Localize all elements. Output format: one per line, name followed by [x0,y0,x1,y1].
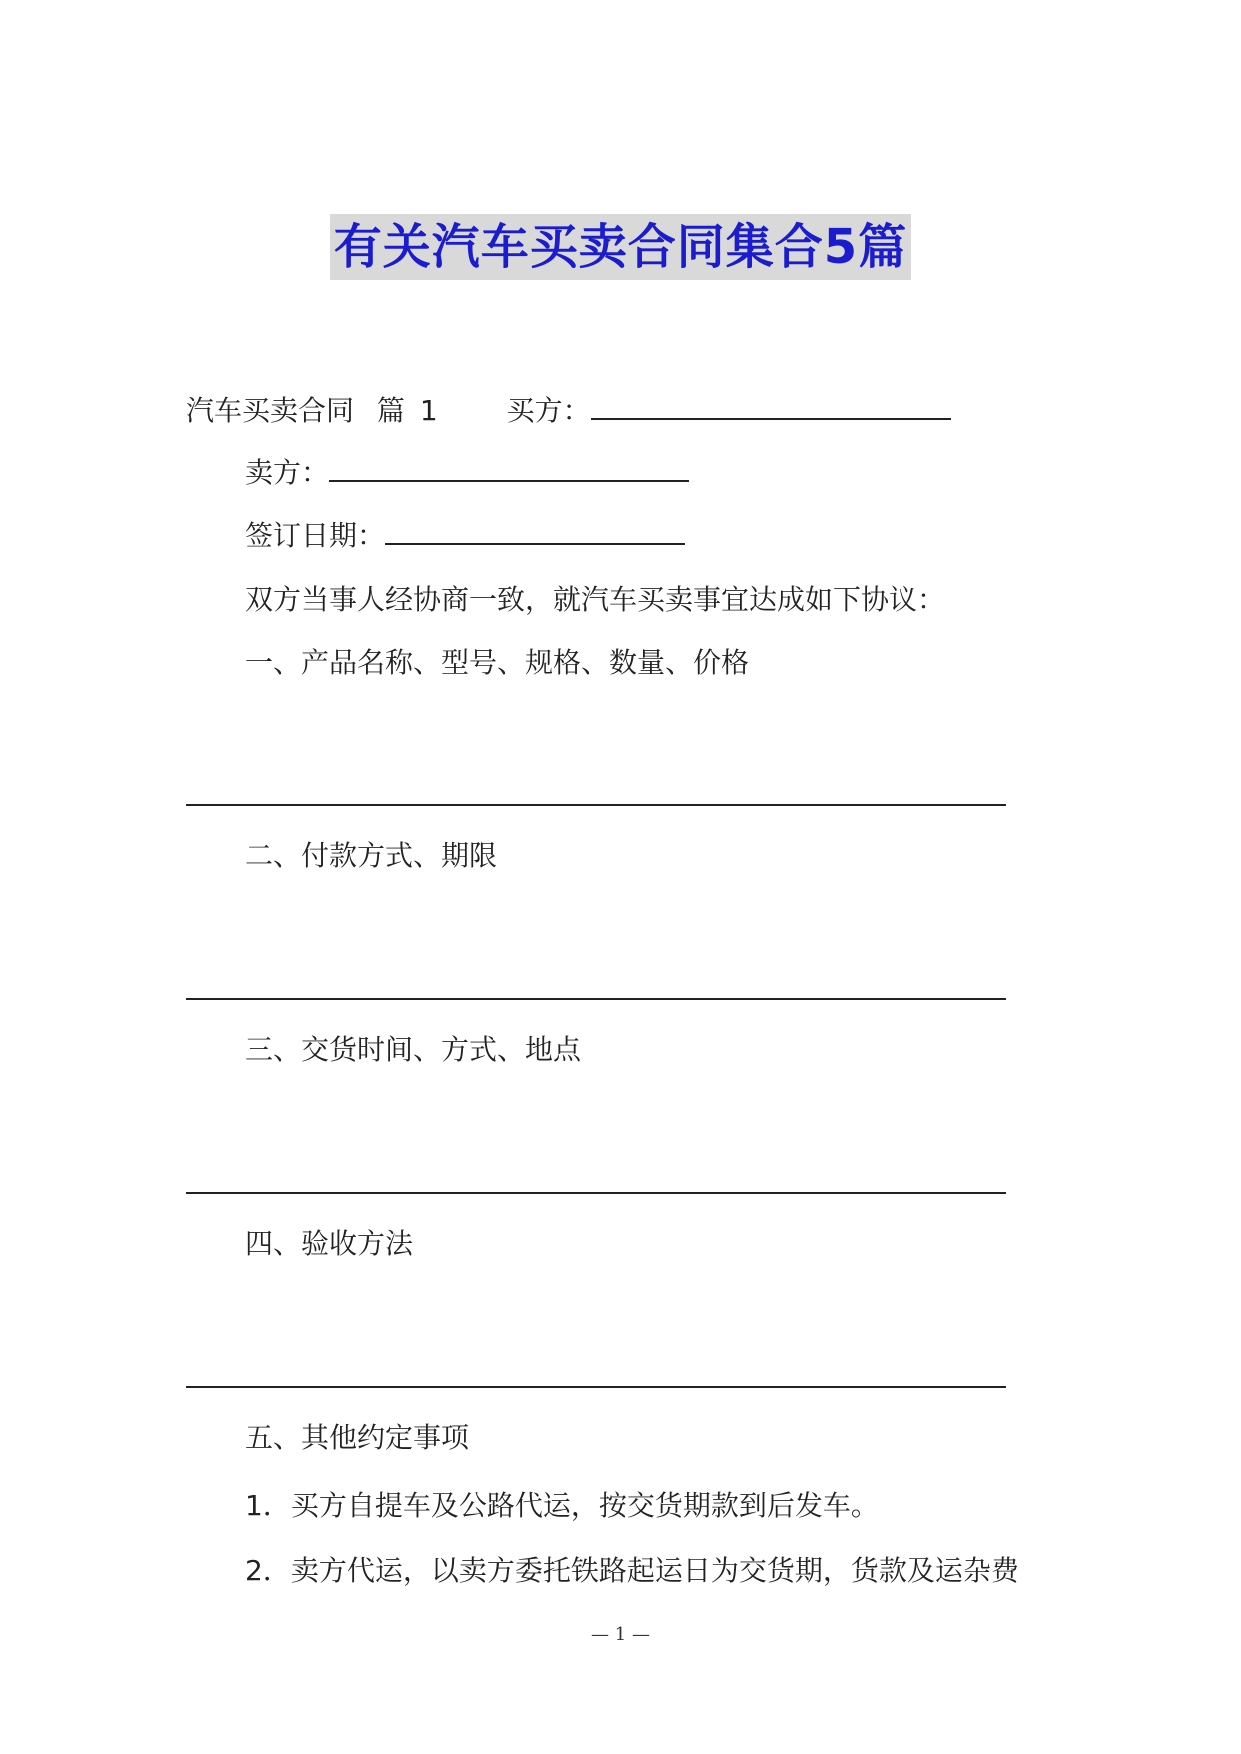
section-5-heading: 五、其他约定事项 [245,1421,470,1454]
section-4-blank[interactable] [186,1386,1006,1388]
contract-heading-line [186,390,951,431]
date-line [245,515,685,556]
list-item [245,1551,1019,1591]
list-item [245,1486,879,1526]
contract-part-number: 1 [419,394,438,427]
seller-label: 卖方： [245,456,330,489]
seller-line [245,452,689,493]
contract-part-label: 篇 [376,394,405,427]
section-3-heading: 三、交货时间、方式、地点 [245,1033,582,1066]
date-label: 签订日期： [245,519,386,552]
seller-blank[interactable] [329,452,689,482]
page-number: — 1 — [591,1624,650,1645]
title-container [0,214,1241,280]
section-2-blank[interactable] [186,998,1006,1000]
buyer-blank[interactable] [591,390,951,420]
buyer-label: 买方： [506,394,591,427]
section-3-blank[interactable] [186,1192,1006,1194]
section-1-blank[interactable] [186,804,1006,806]
section-2-heading: 二、付款方式、期限 [245,839,498,872]
contract-heading-label: 汽车买卖合同 [186,394,355,427]
list-item-number: 2． [245,1554,291,1587]
list-item-text: 买方自提车及公路代运，按交货期款到后发车。 [290,1489,879,1522]
date-blank[interactable] [385,515,685,545]
intro-paragraph: 双方当事人经协商一致，就汽车买卖事宜达成如下协议： [245,583,946,616]
list-item-text: 卖方代运，以卖方委托铁路起运日为交货期，货款及运杂费 [290,1554,1019,1587]
list-item-number: 1． [245,1489,291,1522]
document-title: 有关汽车买卖合同集合5篇 [330,214,911,280]
section-1-heading: 一、产品名称、型号、规格、数量、价格 [245,646,750,679]
section-4-heading: 四、验收方法 [245,1227,414,1260]
